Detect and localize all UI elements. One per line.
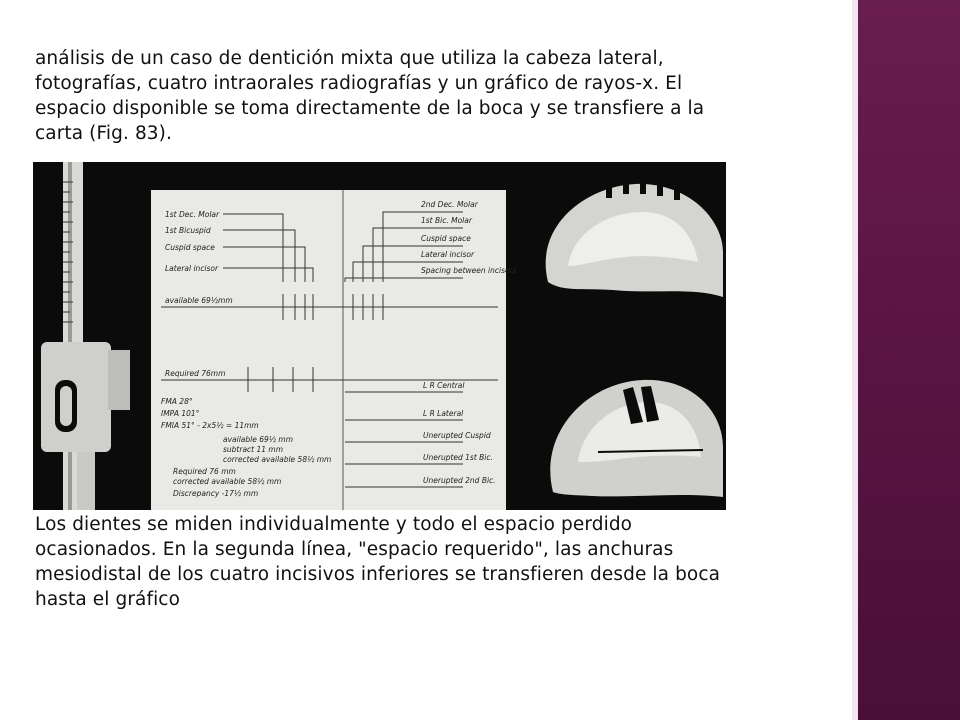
- space-analysis-chart: [151, 190, 517, 510]
- paragraph-top-line-3: espacio disponible se toma directamente de la boca y se transfiere a la: [35, 98, 705, 119]
- chart-row-required: Required 76mm: [165, 369, 226, 378]
- chart-summary-3: corrected available 58½ mm: [223, 455, 332, 464]
- paragraph-bottom-line-1: Los dientes se miden individualmente y todo el espacio perdido: [35, 514, 633, 535]
- chart-summary-2: subtract 11 mm: [223, 445, 284, 454]
- chart-summary-6: Discrepancy -17½ mm: [173, 489, 259, 498]
- chart-lower-label-3: Unerupted Cuspid: [423, 431, 491, 440]
- chart-label-right-1: 2nd Dec. Molar: [421, 200, 478, 209]
- dental-analysis-figure: [33, 162, 726, 510]
- paragraph-bottom-line-4: hasta el gráfico: [35, 589, 181, 610]
- paragraph-top-line-1: análisis de un caso de dentición mixta que utiliza la cabeza lateral,: [35, 48, 664, 69]
- paragraph-top-line-4: carta (Fig. 83).: [35, 123, 172, 144]
- chart-row-available: available 69½mm: [165, 296, 233, 305]
- figure-illustration: [33, 162, 726, 510]
- chart-label-right-3: Cuspid space: [421, 234, 471, 243]
- chart-label-left-3: Cuspid space: [165, 243, 215, 252]
- chart-measure-2: IMPA 101°: [161, 409, 200, 418]
- chart-lower-label-1: L R Central: [423, 381, 465, 390]
- chart-label-left-4: Lateral incisor: [165, 264, 219, 273]
- chart-label-right-5: Spacing between incisors: [421, 266, 517, 275]
- chart-label-right-2: 1st Bic. Molar: [421, 216, 472, 225]
- chart-label-left-2: 1st Bicuspid: [165, 226, 211, 235]
- chart-lower-label-2: L R Lateral: [423, 409, 464, 418]
- paragraph-bottom-line-3: mesiodistal de los cuatro incisivos inferiores se transfieren desde la boca: [35, 564, 721, 585]
- chart-label-right-4: Lateral incisor: [421, 250, 475, 259]
- chart-summary-5: corrected available 58½ mm: [173, 477, 282, 486]
- chart-lower-label-4: Unerupted 1st Bic.: [423, 453, 493, 462]
- chart-measure-3: FMIA 51° - 2x5½ = 11mm: [161, 421, 259, 430]
- paragraph-bottom: [35, 512, 845, 612]
- chart-summary-1: available 69½ mm: [223, 435, 294, 444]
- paragraph-top: [35, 46, 845, 146]
- chart-lower-label-5: Unerupted 2nd Bic.: [423, 476, 496, 485]
- chart-label-left-1: 1st Dec. Molar: [165, 210, 220, 219]
- chart-summary-4: Required 76 mm: [173, 467, 236, 476]
- paragraph-bottom-line-2: ocasionados. En la segunda línea, "espacio requerido", las anchuras: [35, 539, 674, 560]
- paragraph-top-line-2: fotografías, cuatro intraorales radiografías y un gráfico de rayos-x. El: [35, 73, 683, 94]
- accent-side-bar: [858, 0, 960, 720]
- chart-measure-1: FMA 28°: [161, 397, 193, 406]
